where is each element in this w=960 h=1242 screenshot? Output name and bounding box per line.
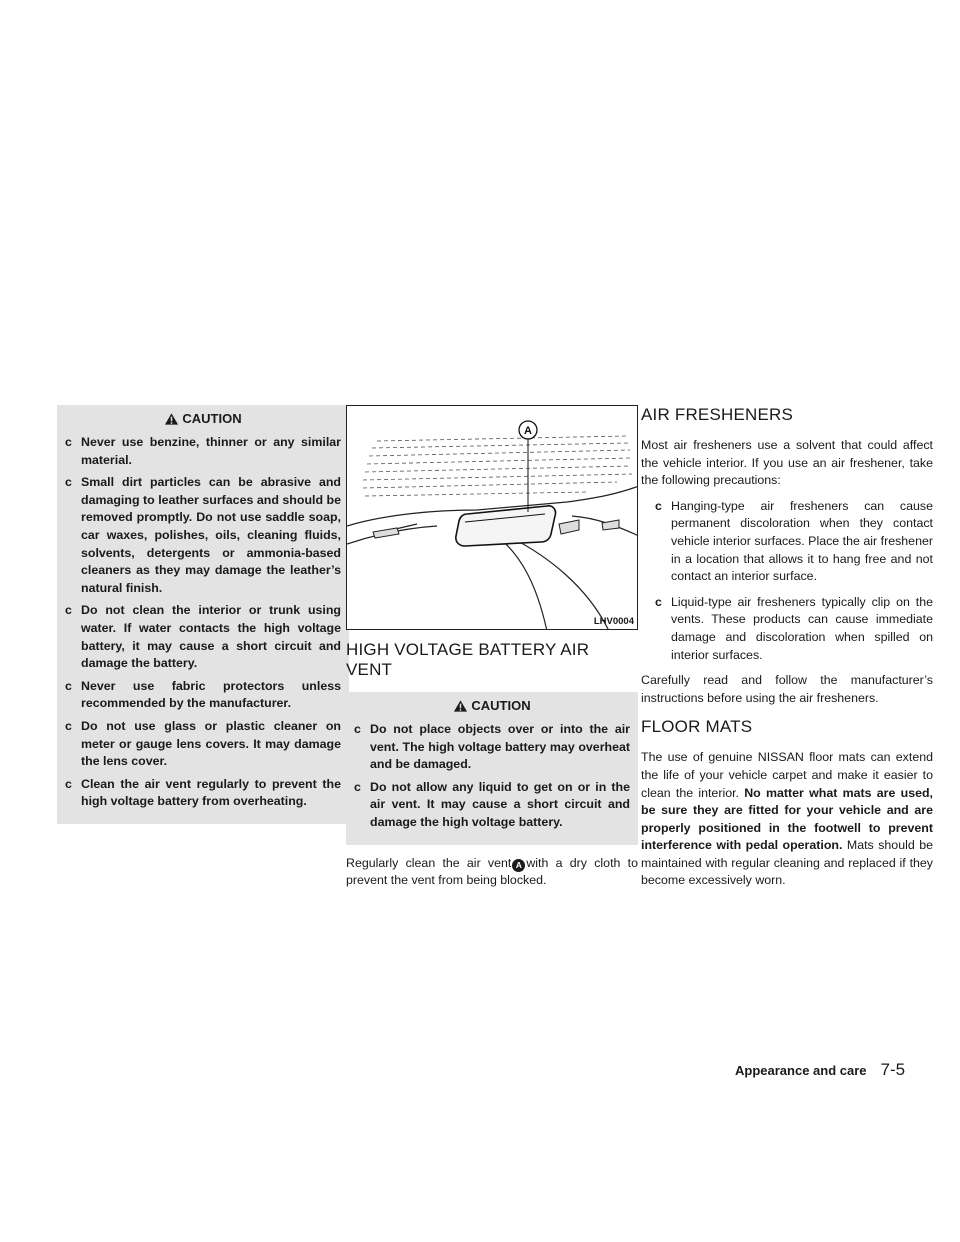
caution-list	[65, 434, 341, 811]
caution-item: c Clean the air vent regularly to prevent the high voltage battery from overheating.	[65, 776, 341, 809]
caution-header	[354, 698, 630, 713]
page-footer	[735, 1060, 905, 1080]
floor-mats-paragraph: The use of genuine NISSAN floor mats can extend the life of your vehicle carpet and make it easier to clean the interior. No matter what mats are used, be sure they are fitted for your vehicle and are properly positioned in the footwell to prevent interference with pedal operation. Mats should be maintained with regular cleaning and replaced if they become excessively worn.	[641, 750, 933, 888]
caution-box-interior	[57, 405, 349, 824]
caution-header	[65, 411, 341, 426]
section-title: Appearance and care	[735, 1063, 867, 1078]
air-vent-illustration	[347, 406, 638, 630]
caution-item: c Do not clean the interior or trunk using water. If water contacts the high voltage battery, it may cause a short circuit and damage the battery.	[65, 603, 341, 671]
callout-a-marker: A	[512, 859, 525, 872]
column-right	[641, 405, 933, 898]
page-number: 7-5	[880, 1060, 906, 1079]
bullet-icon: c	[65, 475, 72, 490]
bullet-icon: c	[655, 594, 662, 609]
heading-floor-mats: FLOOR MATS	[641, 717, 753, 737]
floor-mats-warning: No matter what mats are used, be sure they are fitted for your vehicle and are properly positioned in the footwell to prevent interference with pedal operation.	[641, 785, 933, 853]
heading-air-fresheners: AIR FRESHENERS	[641, 405, 794, 424]
air-vent-paragraph: Regularly clean the air vent A with a dry cloth to prevent the vent from being blocked.	[346, 855, 638, 888]
bullet-icon: c	[354, 779, 361, 794]
figure-callout-label: A	[524, 425, 532, 437]
column-middle	[346, 405, 638, 898]
bullet-icon: c	[65, 435, 72, 449]
caution-list	[354, 721, 630, 832]
air-fresheners-instructions: Carefully read and follow the manufacturer’s instructions before using the air fresheners.	[641, 673, 933, 705]
warning-icon	[453, 699, 468, 713]
caution-item: c Do not place objects over or into the air vent. The high voltage battery may overheat and be damaged.	[354, 722, 630, 772]
bullet-icon: c	[65, 603, 72, 618]
caution-box-air-vent	[346, 692, 638, 845]
caution-item: c Never use fabric protectors unless recommended by the manufacturer.	[65, 678, 341, 711]
bullet-icon: c	[655, 498, 662, 513]
air-vent-figure	[346, 405, 638, 630]
figure-code: LHV0004	[593, 616, 634, 627]
caution-item: c Never use benzine, thinner or any similar material.	[65, 435, 341, 467]
list-item: c Hanging-type air fresheners can cause permanent discoloration when they contact vehicle interior surfaces. Place the air freshener in a location that allows it to hang free and not contact an interior surface.	[655, 498, 933, 584]
caution-title: CAUTION	[182, 411, 242, 426]
warning-icon	[164, 412, 179, 426]
list-item: c Liquid-type air fresheners typically clip on the vents. These products can cause immediate damage and discoloration when spilled on interior surfaces.	[655, 594, 933, 662]
bullet-icon: c	[65, 776, 72, 791]
bullet-icon: c	[354, 722, 361, 736]
bullet-icon: c	[65, 678, 72, 693]
caution-item: c Do not allow any liquid to get on or in the air vent. It may cause a short circuit and damage the high voltage battery.	[354, 779, 630, 829]
air-fresheners-intro: Most air fresheners use a solvent that could affect the vehicle interior. If you use an air freshener, take the following precautions:	[641, 438, 933, 488]
bullet-icon: c	[65, 718, 72, 733]
caution-title: CAUTION	[471, 698, 531, 713]
caution-item: c Do not use glass or plastic cleaner on meter or gauge lens covers. It may damage the lens cover.	[65, 718, 341, 769]
caution-item: c Small dirt particles can be abrasive and damaging to leather surfaces and should be removed promptly. Do not use saddle soap, car waxes, polishes, oils, cleaning fluids, solvents, detergents or ammonia-based cleaners as they may damage the leather’s natural finish.	[65, 475, 341, 595]
column-left	[57, 405, 349, 824]
heading-hv-battery-air-vent: HIGH VOLTAGE BATTERY AIR VENT	[346, 640, 590, 679]
air-freshener-precautions	[655, 498, 933, 664]
